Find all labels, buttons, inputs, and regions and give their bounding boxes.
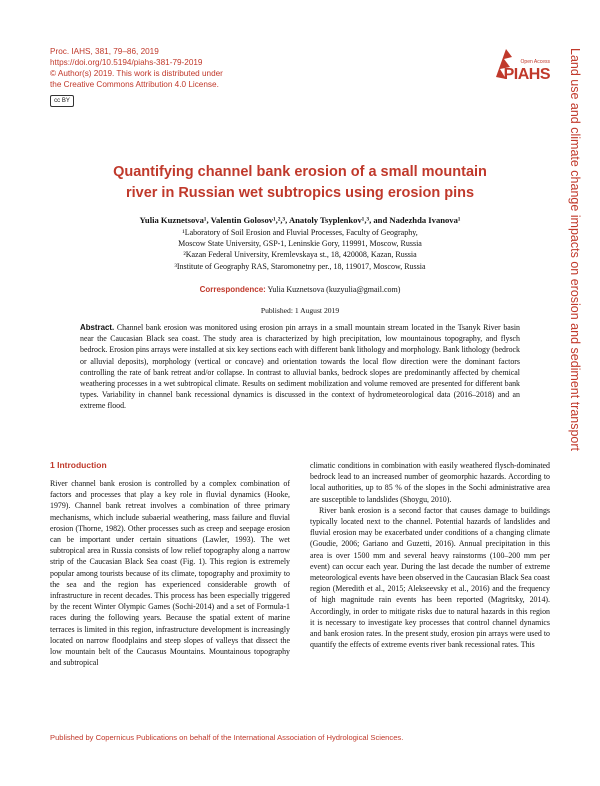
publisher-footer: Published by Copernicus Publications on behalf of the International Association of Hydrological Sciences. — [50, 733, 404, 742]
body-column-left — [50, 478, 290, 668]
published-date: Published: 1 August 2019 — [260, 306, 340, 315]
journal-header — [50, 46, 380, 90]
title-line-1: Quantifying channel bank erosion of a small mountain — [113, 164, 487, 180]
affiliation-3: ³Institute of Geography RAS, Staromonetny per., 18, 119017, Moscow, Russia — [174, 261, 426, 271]
author-list: Yulia Kuznetsova¹, Valentin Golosov¹,²,³, Anatoly Tsyplenkov¹,³, and Nadezhda Ivanova¹ — [139, 215, 461, 225]
affiliation-1a: ¹Laboratory of Soil Erosion and Fluvial Processes, Faculty of Geography, — [182, 228, 418, 237]
abstract — [80, 322, 520, 412]
series-sidebar — [566, 48, 586, 508]
piahs-logo — [484, 47, 550, 87]
correspondence-label: Correspondence: — [199, 285, 266, 294]
paper-title — [60, 162, 540, 204]
affiliation-2: ²Kazan Federal University, Kremlevskaya st., 18, 420008, Kazan, Russia — [183, 250, 417, 260]
license-link[interactable]: the Creative Commons Attribution 4.0 License. — [50, 80, 219, 89]
logo-text: PIAHS — [503, 66, 550, 83]
affiliation-1b: Moscow State University, GSP-1, Leninskie Gory, 119991, Moscow, Russia — [178, 239, 422, 249]
section-heading: 1 Introduction — [50, 460, 107, 470]
affiliations — [60, 227, 540, 272]
abstract-text: Channel bank erosion was monitored using erosion pin arrays in a small mountain stream located in the Tsanyk River basin near the Caucasian Black sea coast. The study area is characterized by high precipitation, low mountainous topography, and flysch bedrock. Erosion pins arrays were installed at six key sections each with different bank lithology and morphology. Bank lithology (bedrock or alluvial deposits), morphology (vertical or concave) and orientation towards the local flow direction were the dominant factors controlling the rate of bank retreat and/or collapse. In contrast to alluvial banks, bedrock slopes are predominantly affected by chemical weathering processes in a wet subtropical climate. Results on sediment mobilization and volume removed are presented for different bank types. Variability in channel bank recessional dynamics is discussed in the context of hydrometeorological data (2016–2018) and an extreme flood. — [80, 323, 520, 411]
intro-paragraph-2: climatic conditions in combination with easily weathered flysch-dominated bedrock lead to an increased number of geomorphic hazards. According to local authorities, up to 85 % of the slopes in the Sochi administrative area are susceptible to landslides (Shoygu, 2010). — [310, 461, 550, 504]
abstract-label: Abstract. — [80, 323, 115, 332]
correspondence-value[interactable]: Yulia Kuznetsova (kuzyulia@gmail.com) — [267, 285, 401, 294]
title-line-2: river in Russian wet subtropics using erosion pins — [125, 185, 475, 201]
intro-paragraph-1: River channel bank erosion is controlled by a complex combination of factors and processes that play a key role in fluvial dynamics (Hooke, 1979). Channel bank retreat involves a combination of three primary mechanisms, which include subaerial weathering, mass failure and fluvial erosion (Thorne, 1982). Other processes such as creep and seepage erosion can be important under certain situations (Lawler, 1993). The wet subtropical area in Russia consists of low relief topography along a narrow strip of the Caucasian Black Sea coast (Fig. 1). This region is extremely popular among tourists because of its climate, topography and proximity to the sea and the region has experienced considerable growth of infrastructure in recent decades. This process has been especially triggered by the recent Winter Olympic Games (Sochi-2014) and a set of Formula-1 races during the following years. Because the spatial extent of marine terraces is limited in this region, infrastructure development is increasingly located on narrow floodplains and steep slopes of valleys that dissect the low mountain belt of the Caucasus Mountains. Mountainous topography and subtropical — [50, 479, 290, 668]
open-access-label: Open Access — [520, 59, 550, 65]
intro-paragraph-3: River bank erosion is a second factor that causes damage to buildings typically located next to the channel. Potential hazards of landslides and fluvial erosion may be exacerbated under conditions of a changing climate (Goudie, 2006; Gariano and Guzetti, 2016). Annual precipitation in this area is over 1500 mm and several heavy rainstorms (100–200 mm per event) can occur each year. During the last decade the number of extreme meteorological events have been observed in the Caucasian Black Sea coast region (Meredith et al., 2015; Alekseevsky et al., 2016) and the frequency of high magnitude rain events has been reported (Magritsky, 2014). Accordingly, in order to mitigate risks due to natural hazards in this region it is necessary to investigate key processes that control channel dynamics and bank erosion rates. In the present study, erosion pin arrays were used to quantify the effects of extreme events river bank recessional rates. This — [310, 505, 550, 650]
body-column-right — [310, 460, 550, 650]
journal-citation: Proc. IAHS, 381, 79–86, 2019 — [50, 47, 159, 56]
copyright-line: © Author(s) 2019. This work is distributed under — [50, 69, 223, 78]
doi-link[interactable]: https://doi.org/10.5194/piahs-381-79-2019 — [50, 58, 203, 67]
correspondence — [60, 285, 540, 294]
cc-license-icon[interactable]: cc BY — [50, 95, 74, 107]
series-title: Land use and climate change impacts on erosion and sediment transport — [568, 48, 582, 452]
